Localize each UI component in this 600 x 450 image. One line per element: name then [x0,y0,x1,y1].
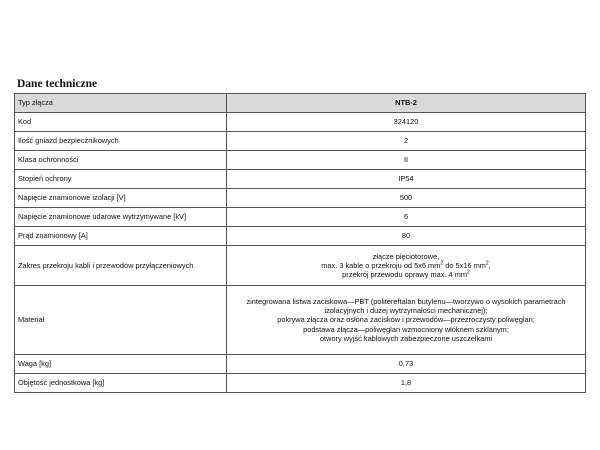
table-row [15,170,586,189]
table-row [15,227,586,246]
table-row [15,374,586,393]
table-row [15,94,586,113]
row-label: Ilość gniazd bezpiecznikowych [15,132,227,151]
row-label: Objętość jednostkowa [kg] [15,374,227,393]
table-row [15,246,586,286]
row-label: Klasa ochronności [15,151,227,170]
row-value-multiline [227,246,586,286]
table-row [15,208,586,227]
table-row [15,189,586,208]
row-label: Materiał [15,286,227,355]
value-line: zintegrowana listwa zaciskowa—PBT (politereftalan butylenu—tworzywo o wysokich parametrach [246,296,566,306]
table-row [15,113,586,132]
value-line: złącze pięciotorowe, [372,251,440,261]
row-label: Napięcie znamionowe udarowe wytrzymywane [kV] [15,208,227,227]
row-label: Typ złącza [15,94,227,113]
row-label: Kod [15,113,227,132]
row-value: 2 [227,132,586,151]
spec-table [14,93,586,393]
row-value: 0,73 [227,355,586,374]
row-value: 80 [227,227,586,246]
row-value: II [227,151,586,170]
value-line: max. 3 kable o przekroju od 5x6 $mm^2$ do 5x16 $mm^2$, [321,260,491,270]
table-row [15,286,586,355]
value-line: otwory wyjść kablowych zabezpieczone uszczelkami [319,333,493,343]
table-row [15,132,586,151]
row-value-multiline [227,286,586,355]
table-row [15,151,586,170]
row-label: Prąd znamionowy [A] [15,227,227,246]
row-label: Zakres przekroju kabli i przewodów przyłączeniowych [15,246,227,286]
row-label: Stopień ochrony [15,170,227,189]
section-title: Dane techniczne [17,78,98,90]
table-row [15,355,586,374]
value-line: podstawa złącza—poliwęglan wzmocniony włóknem szklanym; [303,324,509,334]
row-value: 324120 [227,113,586,132]
row-label: Waga [kg] [15,355,227,374]
row-value: 1,8 [227,374,586,393]
row-value: 6 [227,208,586,227]
row-value: IP54 [227,170,586,189]
row-value: 500 [227,189,586,208]
value-line: pokrywa złącza oraz osłona zacisków i przewodów—przezroczysty poliwęglan; [277,315,535,325]
row-label: Napięcie znamionowe izolacji [V] [15,189,227,208]
value-line: przekrój przewodu oprawy max. 4 $mm^2$ [342,269,470,280]
row-value: NTB-2 [227,94,586,113]
value-line: izolacyjnych i dużej wytrzymałości mechanicznej); [324,306,488,316]
